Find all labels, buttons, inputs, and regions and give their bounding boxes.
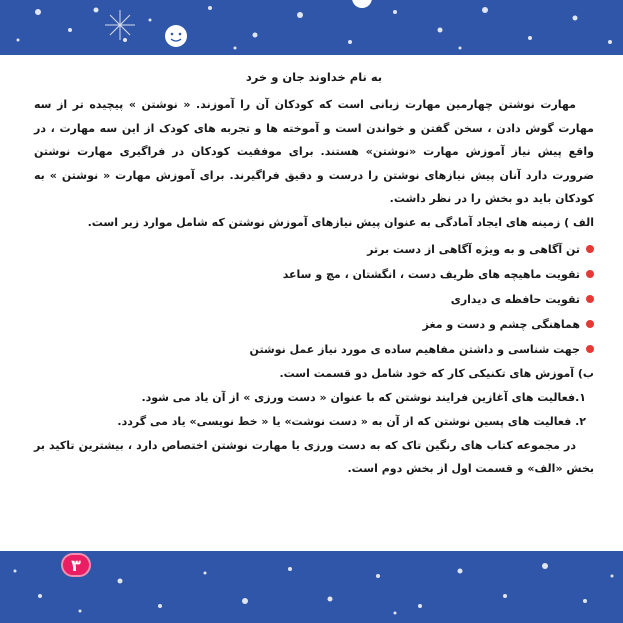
technical-item-2: ۲. فعالیت های پسین نوشتن که از آن به « دست نوشت» یا « خط نویسی» یاد می گردد. [117,414,586,428]
list-item: تقویت حافظه ی دیداری [34,287,594,312]
bullet-dot-icon [586,320,594,328]
page-number-badge: ۳ [61,553,91,577]
bottom-decorative-band [0,551,623,623]
snowflake-pattern-top [0,0,623,55]
top-decorative-band [0,0,623,55]
smiley-face-icon [165,25,187,47]
snowflake-pattern-bottom [0,551,623,623]
list-item: هماهنگی چشم و دست و مغز [34,312,594,337]
prerequisite-list [34,237,594,362]
bullet-dot-icon [586,270,594,278]
section-b-heading: ب) آموزش های تکنیکی کار که خود شامل دو قسمت است. [279,366,594,380]
intro-paragraph: مهارت نوشتن چهارمین مهارت زبانی است که کودکان آن را آموزند. « نوشتن » پیچیده تر از سه مهارت گوش دادن ، سخن گفتن و خواندن است و آموخته ها و تجربه های کودک از این سه مهارت ، در واقع پیش نیاز آموزش مهارت «نوشتن» هستند. برای موفقیت کودکان در فراگیری مهارت نوشتن ضرورت دارد آنان پیش نیازهای نوشتن را درست و دقیق فراگیرند. برای آموزش مهارت « نوشتن » به کودکان باید دو بخش را در نظر داشت. [34,98,594,205]
page-title: به نام خداوند جان و خرد [245,70,383,84]
closing-paragraph: در مجموعه کتاب های رنگین تاک که به دست ورزی یا مهارت نوشتن اختصاص دارد ، بیشترین تاکید بر بخش «الف» و قسمت اول از بخش دوم است. [34,438,594,475]
technical-item-1: ۱.فعالیت های آغازین فرایند نوشتن که با عنوان « دست ورزی » از آن یاد می شود. [141,390,586,404]
section-a-heading: الف ) زمینه های ایجاد آمادگی به عنوان پیش نیازهای آموزش نوشتن که شامل موارد زیر است. [87,215,594,229]
list-item: تقویت ماهیچه های ظریف دست ، انگشتان ، مچ و ساعد [34,262,594,287]
bullet-dot-icon [586,245,594,253]
smiley-face-icon [352,0,372,8]
bullet-dot-icon [586,345,594,353]
list-item: جهت شناسی و داشتن مفاهیم ساده ی مورد نیاز عمل نوشتن [34,337,594,362]
list-item: تن آگاهی و به ویژه آگاهی از دست برتر [34,237,594,262]
page-content [34,66,594,481]
bullet-dot-icon [586,295,594,303]
